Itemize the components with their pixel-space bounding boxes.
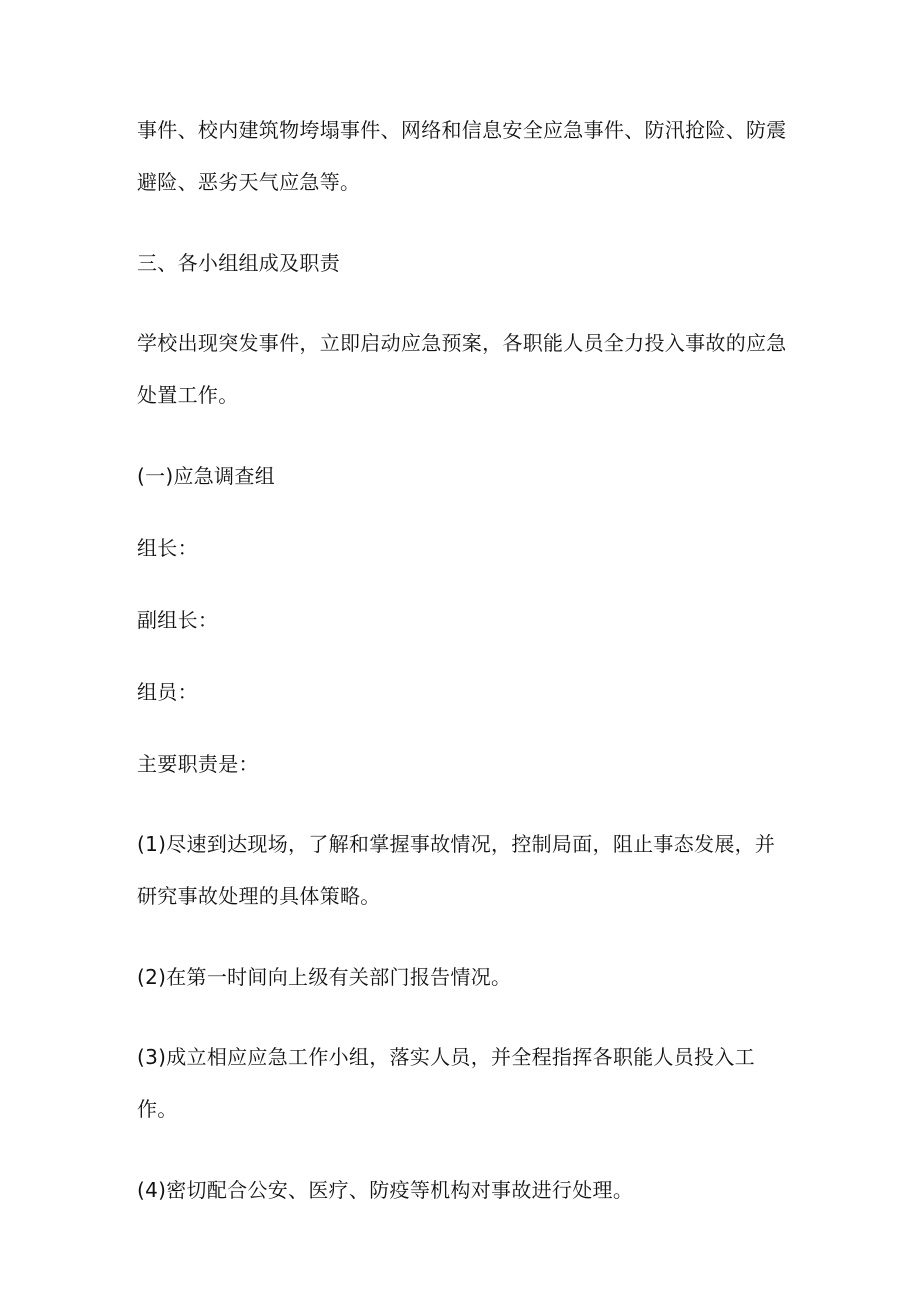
subsection-heading-investigation-group: (一)应急调查组	[137, 464, 276, 488]
paragraph-emergency-plan: 学校出现突发事件，立即启动应急预案，各职能人员全力投入事故的应急处置工作。	[137, 331, 787, 407]
group-members-label: 组员：	[137, 680, 198, 704]
deputy-leader-label: 副组长：	[137, 608, 219, 632]
duty-item-3: (3)成立相应应急工作小组，落实人员，并全程指挥各职能人员投入工作。	[137, 1045, 755, 1121]
duty-item-4: (4)密切配合公安、医疗、防疫等机构对事故进行处理。	[137, 1178, 634, 1202]
main-duties-label: 主要职责是：	[137, 752, 259, 776]
group-leader-label: 组长：	[137, 536, 198, 560]
section-heading-groups: 三、各小组组成及职责	[137, 251, 340, 275]
document-body	[137, 104, 787, 1244]
duty-item-2: (2)在第一时间向上级有关部门报告情况。	[137, 965, 512, 989]
duty-item-1: (1)尽速到达现场，了解和掌握事故情况，控制局面，阻止事态发展，并研究事故处理的具体策略。	[137, 832, 776, 908]
paragraph-incident-types: 事件、校内建筑物垮塌事件、网络和信息安全应急事件、防汛抢险、防震避险、恶劣天气应急等。	[137, 118, 787, 194]
